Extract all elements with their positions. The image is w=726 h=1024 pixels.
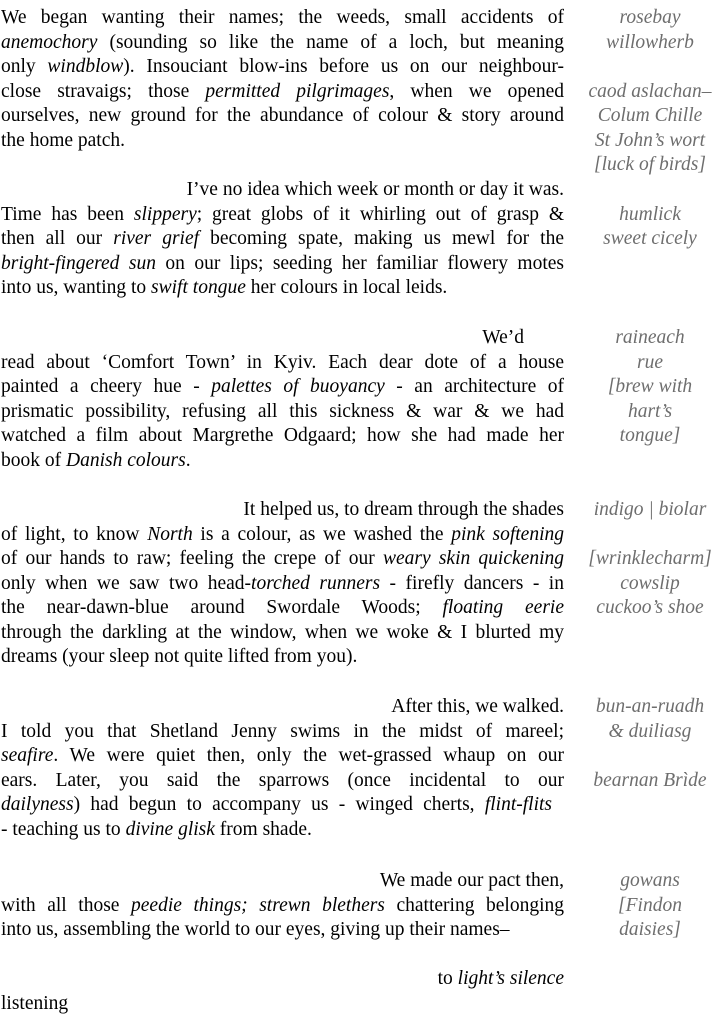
text-run: close stravaigs; those: [1, 80, 206, 102]
margin-word: willowherb: [606, 31, 694, 53]
margin-word: daisies]: [619, 919, 681, 940]
text-run: I told you that Shetland Jenny swims in the midst of mareel;: [1, 720, 564, 742]
italic-phrase: swift tongue: [151, 277, 246, 298]
italic-phrase: permitted pilgrimages: [205, 80, 390, 102]
text-run: We’d: [482, 327, 524, 348]
text-run: I’ve no idea which week or month or day it was.: [186, 179, 564, 200]
text-run: . We were quiet then, only the wet-grassed whaup on our: [53, 745, 564, 766]
margin-word: gowans: [620, 870, 680, 891]
poem-line: [1, 894, 564, 919]
italic-phrase: slippery: [133, 203, 197, 225]
italic-phrase: light’s silence: [457, 968, 564, 989]
text-run: then all our: [1, 228, 114, 249]
text-run: of our hands to raw; feeling the crepe of our: [1, 548, 383, 569]
text-run: We made our pact then,: [379, 870, 564, 891]
italic-phrase: Danish colours: [66, 449, 186, 471]
text-run: the home patch.: [1, 129, 125, 151]
poem-line: [1, 252, 564, 277]
italic-phrase: anemochory: [1, 31, 98, 53]
poem-line: [1, 818, 564, 843]
text-run: becoming spate, making us mewl for the: [199, 228, 564, 249]
italic-phrase: pink softening: [451, 523, 565, 545]
text-run: her colours in local leids.: [245, 277, 448, 298]
text-run: listening: [1, 992, 69, 1014]
margin-word: Colum Chille: [597, 105, 703, 126]
poem-line: [1, 400, 564, 425]
margin-gloss: [574, 869, 726, 943]
stanza-text: [1, 326, 564, 473]
poem-line: [1, 769, 564, 794]
text-run: chattering belonging: [384, 894, 564, 916]
poem-line: [1, 744, 564, 769]
poem-line: [1, 967, 564, 992]
poem-line: [1, 326, 564, 351]
margin-word: [brew with: [607, 376, 693, 397]
text-run: painted a cheery hue -: [1, 376, 212, 397]
margin-word: rosebay: [619, 7, 681, 28]
poem-line: [1, 869, 564, 894]
text-run: - teaching us to: [1, 818, 126, 840]
poem-line: [1, 227, 564, 252]
text-run: ; great globs of it whirling out of grasp &: [196, 203, 564, 225]
text-run: from shade.: [214, 818, 312, 840]
text-run: only when we saw two head-: [1, 572, 252, 594]
margin-word: sweet cicely: [603, 228, 697, 249]
italic-phrase: dailyness: [1, 794, 74, 815]
poem-line: [1, 424, 564, 449]
italic-phrase: river grief: [113, 228, 200, 249]
margin-word: bun-an-ruadh: [595, 696, 705, 717]
italic-phrase: North: [147, 523, 193, 545]
margin-word: rue: [637, 351, 663, 373]
italic-phrase: palettes of buoyancy: [211, 376, 385, 397]
text-run: - firefly dancers - in: [380, 572, 564, 594]
text-run: the near-dawn-blue around Swordale Woods;: [1, 597, 443, 618]
poem-line: [1, 992, 564, 1017]
text-run: read about ‘Comfort Town’ in Kyiv. Each dear dote of a house: [1, 351, 564, 373]
poem-line: [1, 572, 564, 597]
poem-line: [1, 498, 564, 523]
italic-phrase: divine glisk: [125, 818, 215, 840]
margin-word: [574, 178, 726, 203]
margin-word: hart’s: [627, 400, 673, 422]
text-run: After this, we walked.: [391, 696, 564, 717]
margin-word: [574, 55, 726, 80]
text-run: book of: [1, 449, 66, 471]
margin-word: [574, 744, 726, 769]
margin-word: [wrinklecharm]: [588, 548, 712, 569]
margin-word: raineach: [615, 327, 685, 348]
margin-word: indigo | biolar: [593, 499, 707, 520]
text-run: dreams (your sleep not quite lifted from you).: [1, 646, 358, 667]
italic-phrase: windblow: [47, 56, 124, 77]
text-run: ). Insouciant blow-ins before us on our neighbour-: [123, 56, 564, 77]
text-run: ourselves, new ground for the abundance of colour & story around: [1, 105, 564, 126]
margin-word: [Findon: [618, 894, 682, 916]
poem-line: [1, 793, 564, 818]
stanza-text: [1, 967, 564, 1016]
margin-word: St John’s wort: [594, 129, 706, 151]
poem-line: [1, 80, 564, 105]
italic-phrase: torched runners: [251, 572, 381, 594]
italic-phrase: flint-flits: [484, 794, 552, 815]
stanza-text: [1, 695, 564, 842]
poem-line: [1, 547, 564, 572]
text-run: of light, to know: [1, 523, 148, 545]
italic-phrase: weary skin quickening: [382, 548, 564, 569]
text-run: to: [437, 968, 458, 989]
text-run: through the darkling at the window, when we woke & I blurted my: [1, 621, 564, 643]
margin-gloss: [574, 498, 726, 621]
text-run: on our lips; seeding her familiar flowery motes: [155, 252, 564, 274]
poem-line: [1, 203, 564, 228]
poem-line: [1, 449, 564, 474]
margin-word: & duiliasg: [608, 720, 692, 742]
text-run: with all those: [1, 894, 132, 916]
poem-line: [1, 129, 564, 154]
margin-word: [luck of birds]: [594, 154, 706, 175]
margin-word: tongue]: [619, 425, 681, 446]
text-run: ears. Later, you said the sparrows (once incidental to our: [1, 769, 564, 791]
text-run: into us, wanting to: [1, 277, 152, 298]
poem-line: [1, 621, 564, 646]
poem-line: [1, 918, 564, 943]
italic-phrase: peedie things; strewn blethers: [131, 894, 385, 916]
margin-gloss: [574, 6, 726, 178]
poem-line: [1, 375, 564, 400]
text-run: , when we opened: [389, 80, 564, 102]
text-run: ) had begun to accompany us - winged cherts,: [73, 794, 485, 815]
text-run: is a colour, as we washed the: [192, 523, 452, 545]
poem-line: [1, 695, 564, 720]
text-run: - an architecture of: [384, 376, 564, 397]
margin-word: cuckoo’s shoe: [596, 597, 704, 618]
poem-line: [1, 596, 564, 621]
text-run: watched a film about Margrethe Odgaard; how she had made her: [1, 425, 564, 446]
margin-gloss: [574, 695, 726, 793]
stanza-text: [1, 6, 564, 153]
poem-line: [1, 6, 564, 31]
margin-gloss: [574, 178, 726, 252]
poem-line: [1, 720, 564, 745]
text-run: It helped us, to dream through the shades: [243, 499, 564, 520]
text-run: into us, assembling the world to our eyes, giving up their names–: [1, 919, 510, 940]
text-run: prismatic possibility, refusing all this sickness & war & we had: [1, 400, 564, 422]
stanza-text: [1, 178, 564, 301]
text-run: .: [185, 449, 191, 471]
poem-line: [1, 351, 564, 376]
italic-phrase: floating eerie: [442, 597, 564, 618]
poem-line: [1, 31, 564, 56]
text-run: Time has been: [1, 203, 134, 225]
margin-word: caod aslachan–: [588, 80, 712, 102]
margin-gloss: [574, 326, 726, 449]
poem-line: [1, 55, 564, 80]
text-run: only: [1, 56, 48, 77]
text-run: We began wanting their names; the weeds, small accidents of: [1, 7, 564, 28]
margin-word: humlick: [619, 203, 681, 225]
italic-phrase: bright-fingered sun: [1, 252, 156, 274]
text-run: (sounding so like the name of a loch, but meaning: [97, 31, 564, 53]
poem-line: [1, 276, 564, 301]
poem-line: [1, 178, 564, 203]
poem-line: [1, 645, 564, 670]
margin-word: cowslip: [620, 572, 680, 594]
margin-word: bearnan Brìde: [593, 769, 707, 791]
poem-line: [1, 104, 564, 129]
italic-phrase: seafire: [1, 745, 54, 766]
margin-word: [574, 523, 726, 548]
stanza-text: [1, 498, 564, 670]
stanza-text: [1, 869, 564, 943]
poem-line: [1, 523, 564, 548]
